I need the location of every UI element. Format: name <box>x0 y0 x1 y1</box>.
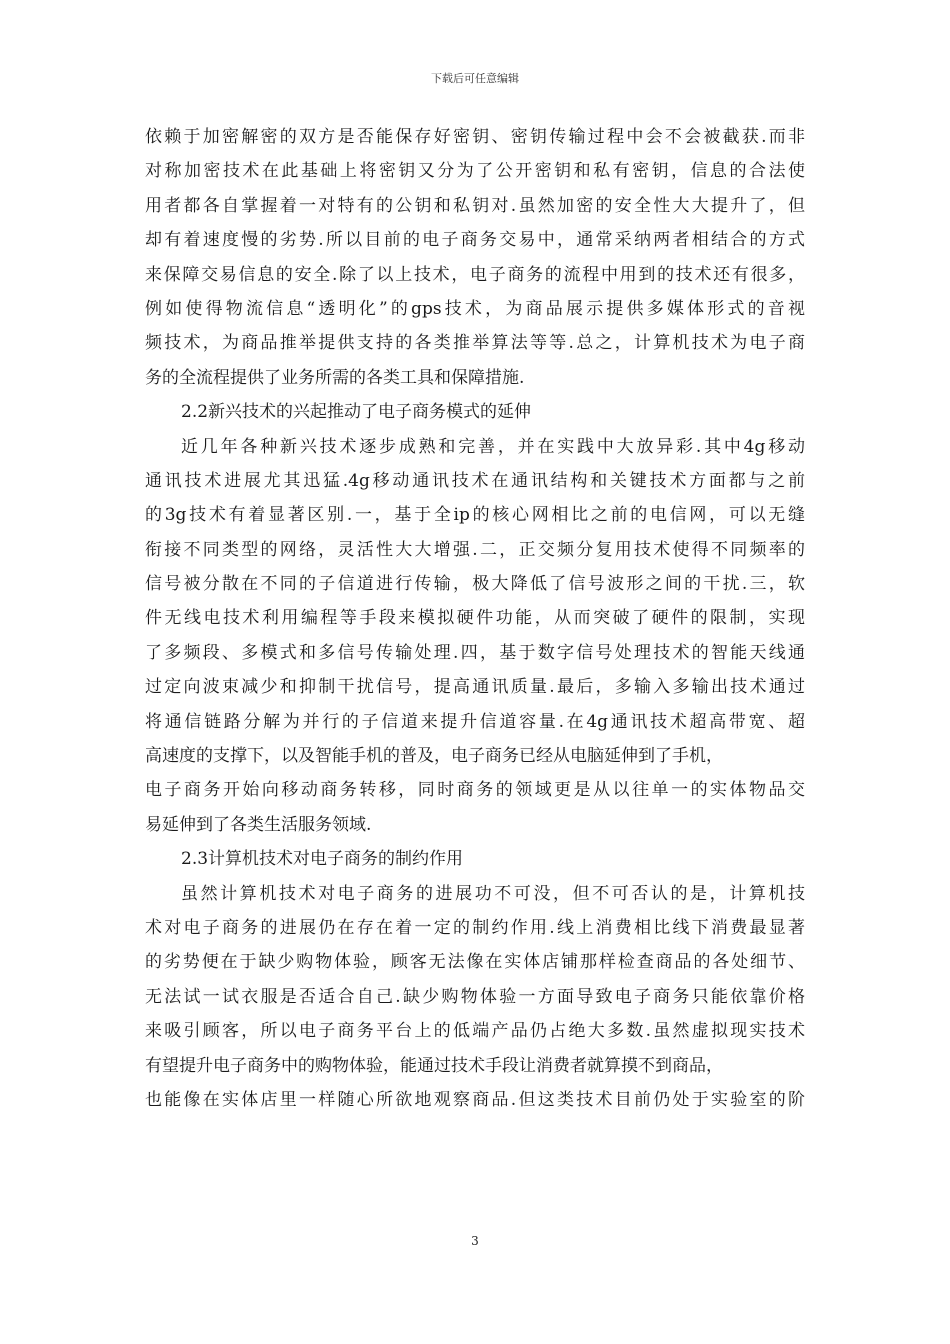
text-line: 用者都各自掌握着一对特有的公钥和私钥对.虽然加密的安全性大大提升了，但 <box>145 195 805 216</box>
text-line: 有望提升电子商务中的购物体验，能通过技术手段让消费者就算摸不到商品， <box>145 1055 723 1076</box>
text-line: 高速度的支撑下，以及智能手机的普及，电子商务已经从电脑延伸到了手机， <box>145 746 723 767</box>
text-line: 术对电子商务的进展仍在存在着一定的制约作用.线上消费相比线下消费最显著 <box>145 917 805 938</box>
text-line: 的3g技术有着显著区别.一，基于全ip的核心网相比之前的电信网，可以无缝 <box>145 505 805 526</box>
text-line: 无法试一试衣服是否适合自己.缺少购物体验一方面导致电子商务只能依靠价格 <box>145 986 805 1007</box>
text-line: 衔接不同类型的网络，灵活性大大增强.二，正交频分复用技术使得不同频率的 <box>145 539 805 560</box>
text-line: 将通信链路分解为并行的子信道来提升信道容量.在4g通讯技术超高带宽、超 <box>145 711 805 732</box>
text-line: 也能像在实体店里一样随心所欲地观察商品.但这类技术目前仍处于实验室的阶 <box>145 1089 805 1110</box>
text-line: 对称加密技术在此基础上将密钥又分为了公开密钥和私有密钥，信息的合法使 <box>145 161 805 182</box>
text-line: 易延伸到了各类生活服务领域. <box>145 814 372 835</box>
text-line: 务的全流程提供了业务所需的各类工具和保障措施. <box>145 367 525 388</box>
text-line: 却有着速度慢的劣势.所以目前的电子商务交易中，通常采纳两者相结合的方式 <box>145 230 805 251</box>
document-body <box>145 120 805 1117</box>
text-line: 频技术，为商品推举提供支持的各类推举算法等等.总之，计算机技术为电子商 <box>145 333 805 354</box>
text-line: 电子商务开始向移动商务转移，同时商务的领域更是从以往单一的实体物品交 <box>145 780 805 801</box>
text-line: 了多频段、多模式和多信号传输处理.四，基于数字信号处理技术的智能天线通 <box>145 642 805 663</box>
text-line: 例如使得物流信息“透明化”的gps技术，为商品展示提供多媒体形式的音视 <box>145 298 805 319</box>
page-header: 下载后可任意编辑 <box>431 72 519 85</box>
page-number: 3 <box>471 1234 479 1248</box>
text-line: 通讯技术进展尤其迅猛.4g移动通讯技术在通讯结构和关键技术方面都与之前 <box>145 470 805 491</box>
text-line: 来保障交易信息的安全.除了以上技术，电子商务的流程中用到的技术还有很多， <box>145 264 805 285</box>
text-line: 件无线电技术利用编程等手段来模拟硬件功能，从而突破了硬件的限制，实现 <box>145 608 805 629</box>
text-line: 依赖于加密解密的双方是否能保存好密钥、密钥传输过程中会不会被截获.而非 <box>145 127 805 147</box>
text-line: 虽然计算机技术对电子商务的进展功不可没，但不可否认的是，计算机技 <box>181 883 805 904</box>
text-line: 过定向波束减少和抑制干扰信号，提高通讯质量.最后，多输入多输出技术通过 <box>145 677 805 698</box>
text-line: 近几年各种新兴技术逐步成熟和完善，并在实践中大放异彩.其中4g移动 <box>181 436 805 457</box>
text-line: 来吸引顾客，所以电子商务平台上的低端产品仍占绝大多数.虽然虚拟现实技术 <box>145 1021 805 1042</box>
text-line: 信号被分散在不同的子信道进行传输，极大降低了信号波形之间的干扰.三，软 <box>145 574 805 595</box>
text-line: 的劣势便在于缺少购物体验，顾客无法像在实体店铺那样检查商品的各处细节、 <box>145 952 805 973</box>
section-heading: 2.2新兴技术的兴起推动了电子商务模式的延伸 <box>181 402 532 423</box>
section-heading: 2.3计算机技术对电子商务的制约作用 <box>181 849 464 870</box>
